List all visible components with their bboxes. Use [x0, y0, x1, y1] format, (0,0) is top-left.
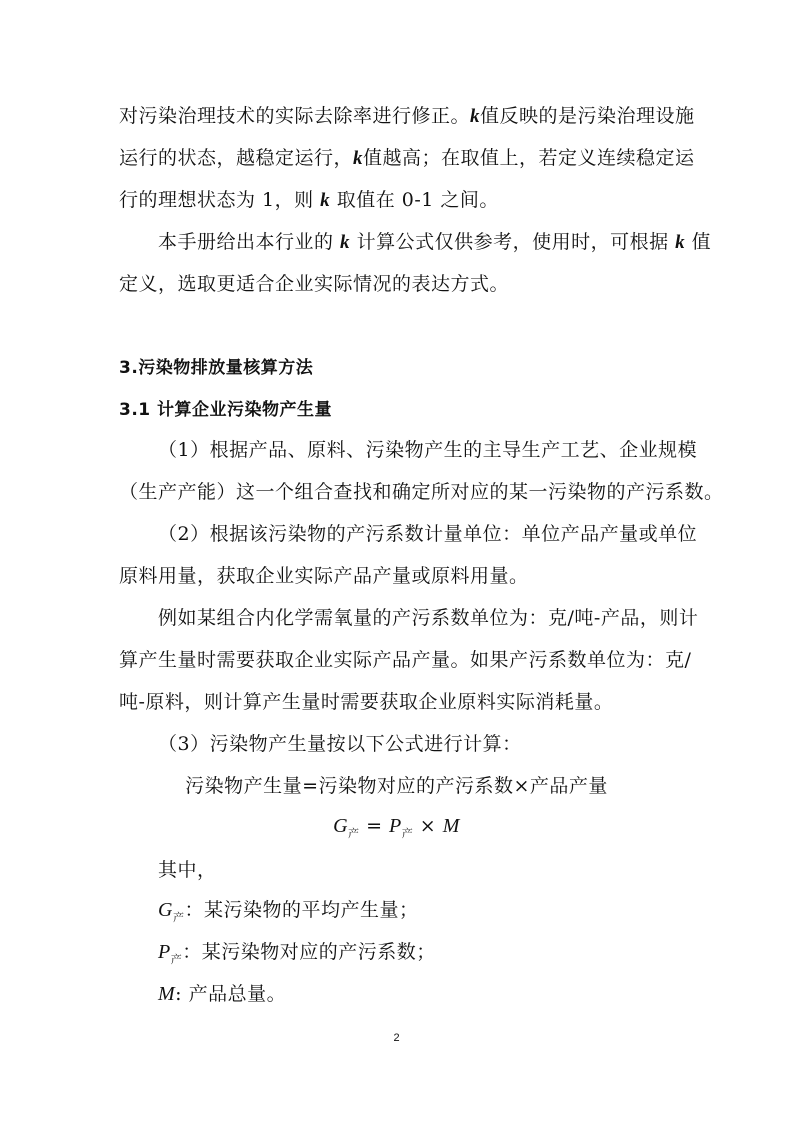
text: 值越高；在取值上，若定义连续稳定运	[363, 147, 695, 169]
example-line-3: 吨-原料，则计算产生量时需要获取企业原料实际消耗量。	[119, 691, 614, 713]
g-subscript: 产	[348, 827, 360, 840]
definition-text: ：某污染物的平均产生量；	[184, 899, 419, 921]
item-3: （3）污染物产生量按以下公式进行计算：	[158, 733, 522, 755]
subsection-heading: 3.1 计算企业污染物产生量	[119, 400, 333, 420]
text: 本手册给出本行业的	[158, 231, 341, 253]
example-line-1: 例如某组合内化学需氧量的产污系数单位为：克/吨-产品，则计	[158, 607, 699, 629]
paragraph-1-line-3	[119, 188, 499, 213]
symbol: P	[158, 941, 171, 963]
k-variable: k	[320, 190, 331, 211]
example-line-2: 算产生量时需要获取企业实际产品产量。如果产污系数单位为：克/	[119, 649, 692, 671]
times-sign: ×	[413, 815, 443, 837]
where-label: 其中，	[158, 859, 217, 881]
paragraph-2-line-2: 定义，选取更适合企业实际情况的表达方式。	[119, 273, 510, 295]
subscript: 产	[172, 911, 185, 924]
text: 计算公式仅供参考，使用时，可根据	[350, 231, 676, 253]
paragraph-1-line-2	[119, 146, 695, 171]
text: 值反映的是污染治理设施	[480, 105, 695, 127]
item-2-line-2: 原料用量，获取企业实际产品产量或原料用量。	[119, 565, 529, 587]
page-number: 2	[393, 1032, 400, 1044]
definition-text: : 产品总量。	[175, 983, 287, 1005]
text: 运行的状态，越稳定运行，	[119, 147, 354, 169]
m-symbol: M	[442, 815, 460, 837]
paragraph-2-line-1	[158, 230, 711, 255]
text: 行的理想状态为 1，则	[119, 189, 321, 211]
text: 取值在 0-1 之间。	[330, 189, 499, 211]
symbol: G	[158, 899, 173, 921]
p-subscript: 产	[401, 827, 414, 840]
formula	[0, 814, 793, 846]
definition-g	[158, 898, 418, 930]
p-symbol: P	[389, 815, 402, 837]
symbol: M	[158, 983, 176, 1005]
equals-sign: =	[359, 815, 390, 837]
k-variable: k	[675, 232, 686, 253]
k-variable: k	[470, 106, 481, 127]
item-2-line-1: （2）根据该污染物的产污系数计量单位：单位产品产量或单位	[158, 523, 698, 545]
text: 对污染治理技术的实际去除率进行修正。	[119, 105, 471, 127]
paragraph-1-line-1	[119, 104, 695, 129]
text: 值	[685, 231, 712, 253]
item-1-line-1: （1）根据产品、原料、污染物产生的主导生产工艺、企业规模	[158, 439, 698, 461]
item-1-line-2: （生产产能）这一个组合查找和确定所对应的某一污染物的产污系数。	[119, 481, 724, 503]
k-variable: k	[340, 232, 351, 253]
k-variable: k	[353, 148, 364, 169]
definition-m	[158, 982, 286, 1014]
definition-text: ：某污染物对应的产污系数；	[182, 941, 436, 963]
g-symbol: G	[333, 815, 349, 837]
formula-text: 污染物产生量=污染物对应的产污系数×产品产量	[185, 775, 608, 797]
definition-p	[158, 940, 436, 972]
section-heading: 3.污染物排放量核算方法	[119, 358, 314, 378]
subscript: 产	[170, 953, 183, 966]
